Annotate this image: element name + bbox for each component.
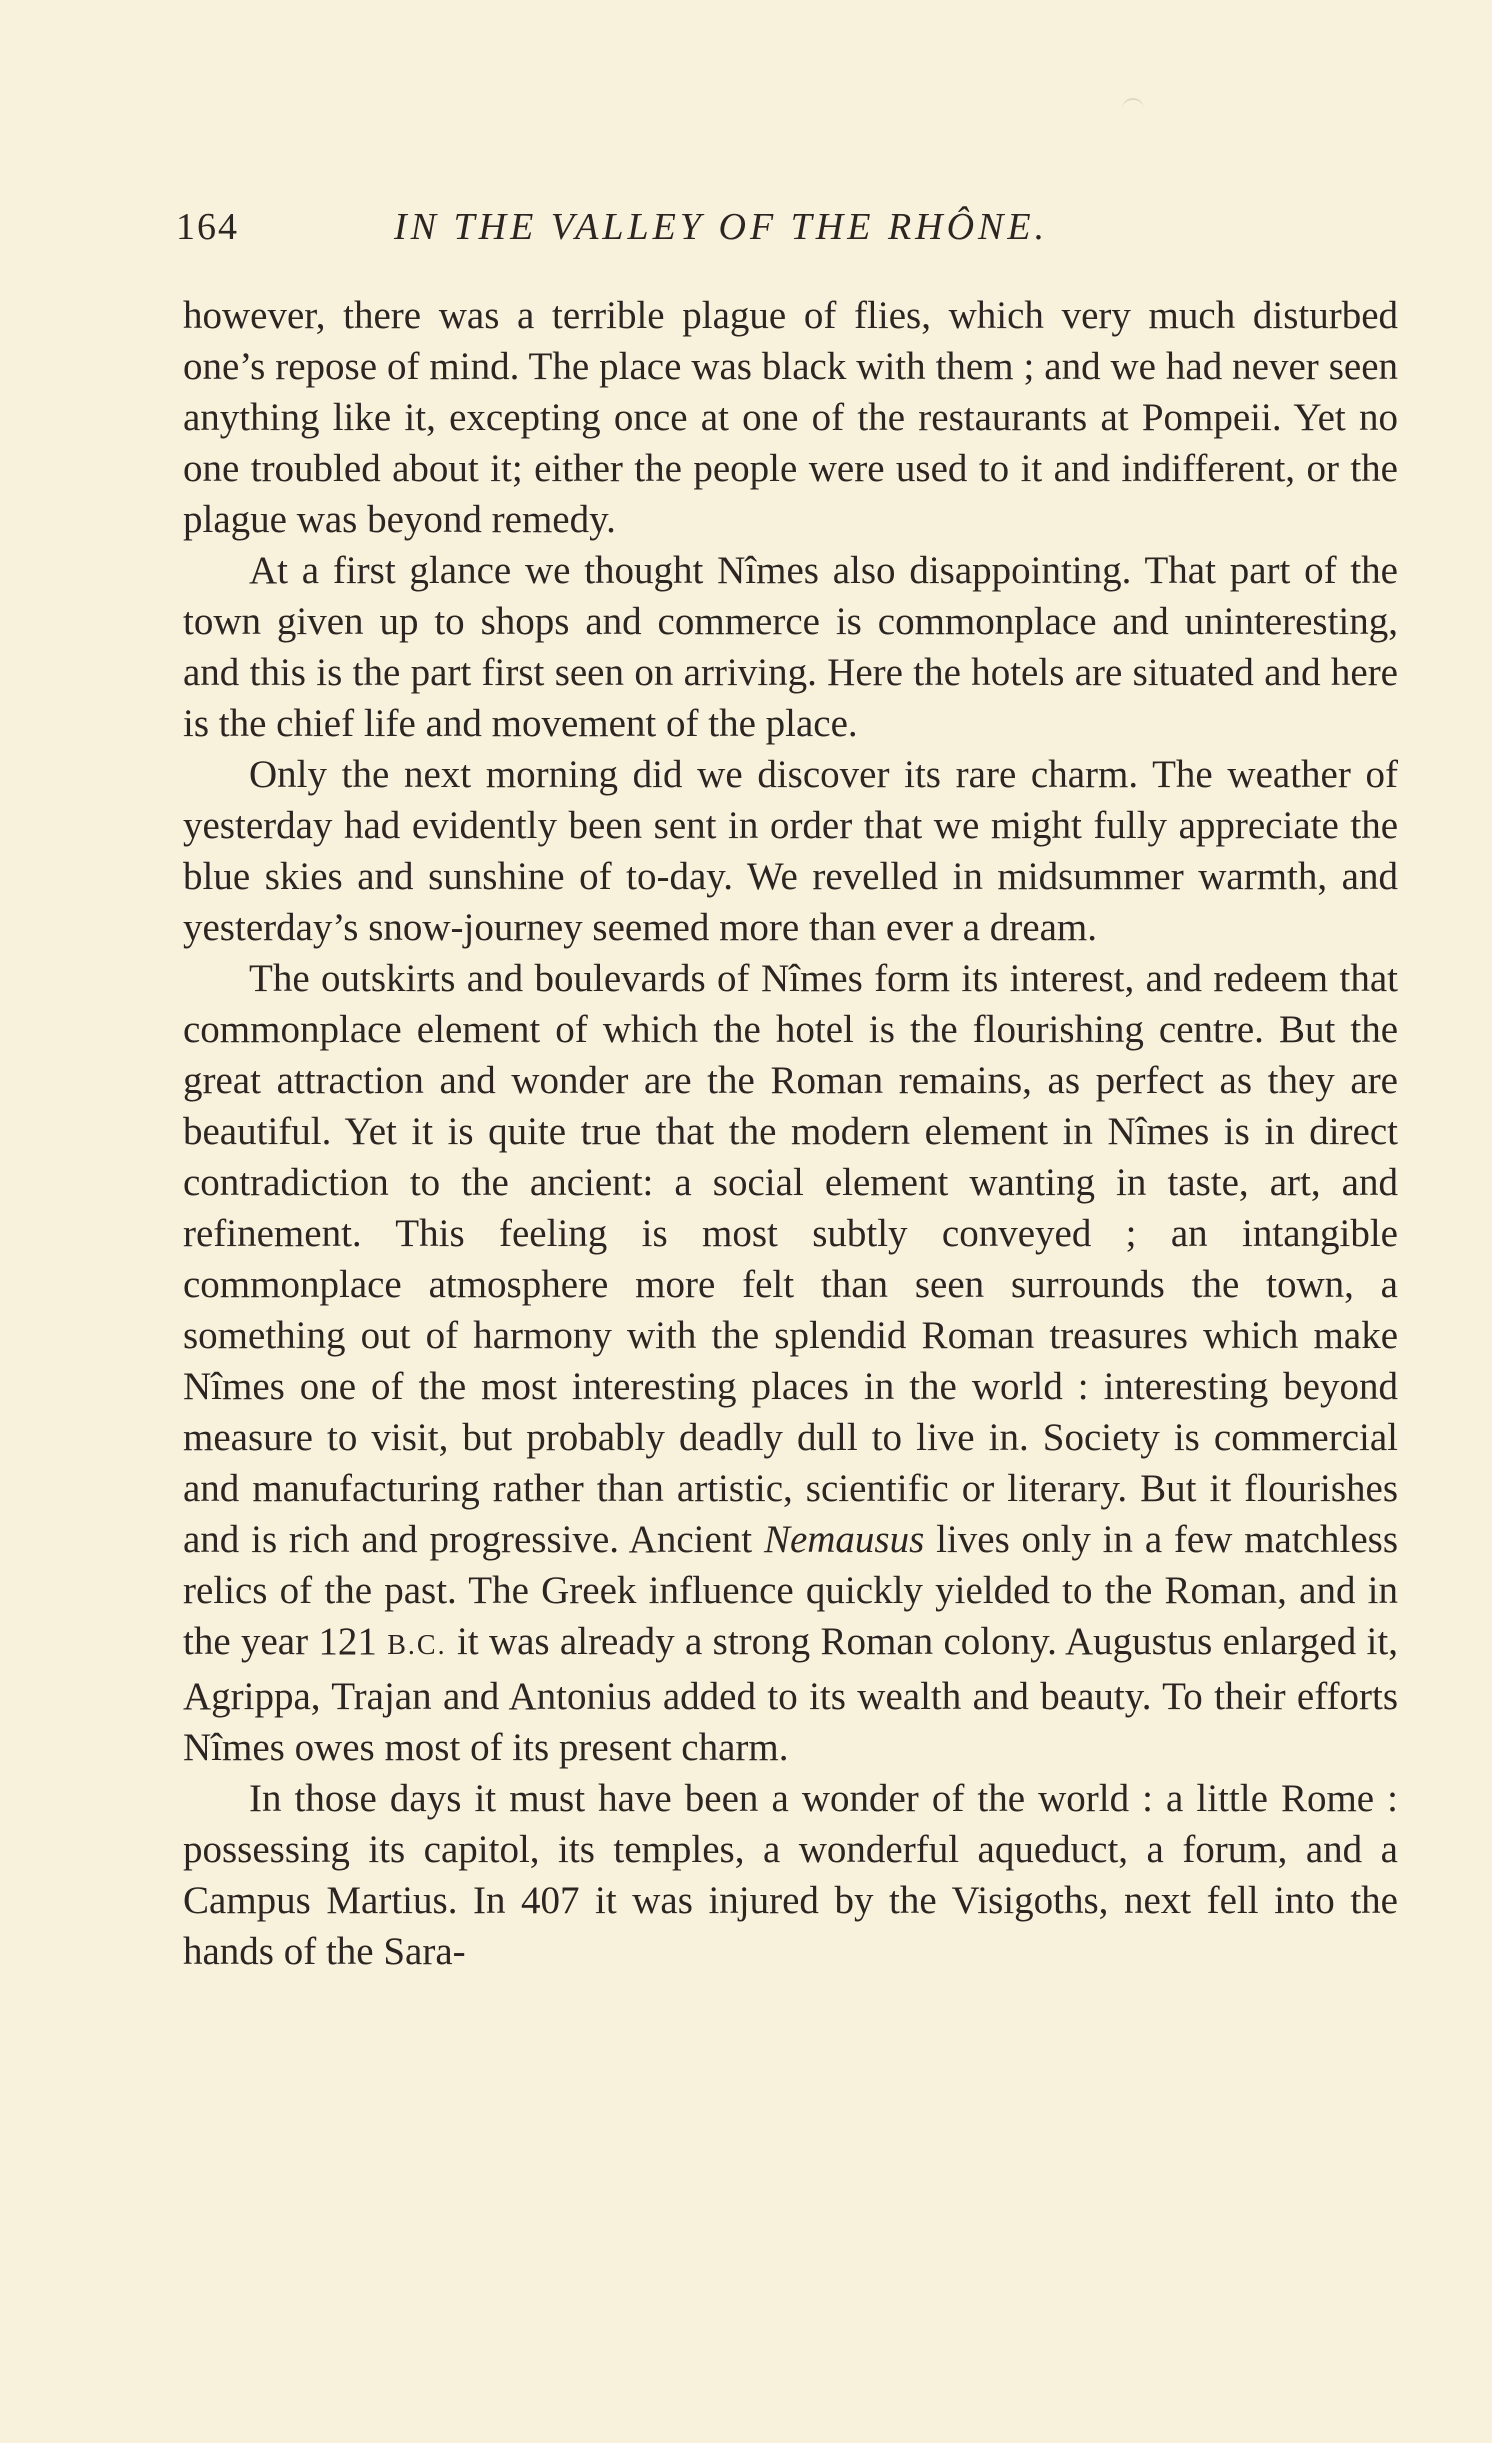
paragraph <box>183 290 1398 545</box>
paragraph <box>183 953 1398 1773</box>
paragraph-text: lives only in a few matchless relics of the past. The Greek influence quickly yielded to the Roman, and in the year 121 <box>183 1518 1398 1663</box>
paragraph-text: Only the next morning did we discover its rare charm. The weather of yesterday had evidently been sent in order that we might fully appreciate the blue skies and sunshine of to-day. We revelled in midsummer warmth, and yesterday’s snow-journey seemed more than ever a dream. <box>183 753 1398 949</box>
italic-latin-name: Nemausus <box>763 1518 925 1561</box>
paragraph <box>183 545 1398 749</box>
page-header <box>176 205 1406 255</box>
page-blemish <box>1122 98 1144 114</box>
page-number: 164 <box>176 206 239 248</box>
paragraph-text: In those days it must have been a wonder of the world : a little Rome : possessing its capitol, its temples, a wonderful aqueduct, a forum, and a Campus Martius. In 407 it was injured by the Visigoths, next fell into the hands of the Sara- <box>183 1777 1398 1973</box>
paragraph-text: however, there was a terrible plague of flies, which very much disturbed one’s repose of mind. The place was black with them ; and we had never seen anything like it, excepting once at one of the restaurants at Pompeii. Yet no one troubled about it; either the people were used to it and indifferent, or the plague was beyond remedy. <box>183 294 1398 541</box>
paragraph <box>183 749 1398 953</box>
paragraph-text: The outskirts and boulevards of Nîmes form its interest, and redeem that commonplace element of which the hotel is the flourishing centre. But the great attraction and wonder are the Roman remains, as perfect as they are beautiful. Yet it is quite true that the modern element in Nîmes is in direct contradiction to the ancient: a social element wanting in taste, art, and refinement. This feeling is most subtly conveyed ; an intangible commonplace atmosphere more felt than seen surrounds the town, a something out of harmony with the splendid Roman treasures which make Nîmes one of the most interesting places in the world : interesting beyond measure to visit, but probably deadly dull to live in. Society is commercial and manufacturing rather than artistic, scientific or literary. But it flourishes and is rich and progressive. Ancient <box>183 957 1398 1561</box>
body-text <box>183 290 1398 1977</box>
paragraph-text: At a first glance we thought Nîmes also disappointing. That part of the town given up to shops and commerce is commonplace and uninteresting, and this is the part first seen on arriving. Here the hotels are situated and here is the chief life and movement of the place. <box>183 549 1398 745</box>
paragraph <box>183 1773 1398 1977</box>
running-title: IN THE VALLEY OF THE RHÔNE. <box>394 206 1049 248</box>
era-abbreviation: B.C. <box>387 1630 447 1661</box>
paragraph-text: it was already a strong Roman colony. Augustus enlarged it, Agrippa, Trajan and Antonius added to its wealth and beauty. To their efforts Nîmes owes most of its present charm. <box>183 1620 1398 1769</box>
